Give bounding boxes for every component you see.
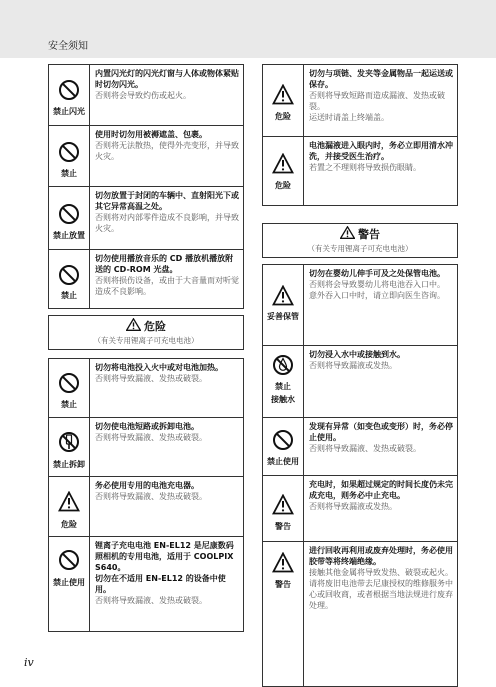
warning-text: 务必使用专用的电池充电器。 bbox=[95, 481, 199, 490]
prohibited-icon bbox=[58, 203, 80, 225]
consequence-text: 否则将导致短路而造成漏液、发热或破裂。 bbox=[309, 91, 445, 111]
warning-text: 切勿浸入水中或接触到水。 bbox=[309, 350, 405, 359]
icon-label: 警告 bbox=[275, 522, 291, 531]
table-row bbox=[49, 359, 243, 417]
consequence-text: 否则将损伤设备，或由于大音量而对听觉造成不良影响。 bbox=[95, 276, 239, 296]
icon-label: 危险 bbox=[275, 112, 291, 121]
warning-triangle-icon bbox=[272, 153, 294, 175]
warning-text: 切勿与项链、发夹等金属物品一起运送或保存。 bbox=[309, 69, 453, 89]
icon-label: 危险 bbox=[61, 520, 77, 529]
page-number: iv bbox=[24, 656, 34, 669]
consequence-text: 否则将导致漏液、发热或破裂。 bbox=[309, 444, 421, 453]
icon-label-2: 接触水 bbox=[271, 395, 295, 404]
table-row bbox=[49, 417, 243, 477]
page-header-title: 安全须知 bbox=[48, 41, 88, 52]
warning-text: 切勿使电池短路或拆卸电池。 bbox=[95, 422, 199, 431]
icon-label: 禁止使用 bbox=[267, 457, 299, 466]
warning-text: 进行回收再利用或废弃处理时，务必使用胶带等将终端绝缘。 bbox=[309, 546, 453, 566]
icon-label: 禁止拆卸 bbox=[53, 460, 85, 469]
no-disassembly-icon bbox=[58, 431, 80, 453]
icon-label: 禁止闪光 bbox=[53, 107, 85, 116]
warning-triangle-icon bbox=[58, 491, 80, 513]
danger-title: 危险 bbox=[144, 320, 166, 333]
consequence-text: 若置之不理则将导致损伤眼睛。 bbox=[309, 163, 421, 172]
icon-label: 禁止使用 bbox=[53, 578, 85, 587]
consequence-text: 否则将会导致婴幼儿将电池吞入口中。 bbox=[309, 280, 445, 289]
warning-triangle-icon bbox=[126, 318, 141, 331]
prohibited-icon bbox=[58, 79, 80, 101]
icon-label: 禁止 bbox=[61, 400, 77, 409]
warning-triangle-icon bbox=[272, 84, 294, 106]
left-battery-table bbox=[48, 358, 244, 632]
warning-triangle-icon bbox=[340, 226, 355, 239]
warning-text: 电池漏液进入眼内时，务必立即用清水冲洗，并接受医生治疗。 bbox=[309, 141, 453, 161]
icon-label: 危险 bbox=[275, 181, 291, 190]
prohibited-icon bbox=[272, 429, 294, 451]
prohibited-icon bbox=[58, 141, 80, 163]
prohibited-icon bbox=[58, 264, 80, 286]
icon-label: 禁止 bbox=[61, 291, 77, 300]
consequence-text: 否则将导致漏液、发热或破裂。 bbox=[95, 433, 207, 442]
icon-label: 警告 bbox=[275, 580, 291, 589]
consequence-text: 否则将导致漏液或发热。 bbox=[309, 361, 397, 370]
warning-text: 切勿使用播放音乐的 CD 播放机播放附送的 CD-ROM 光盘。 bbox=[95, 254, 234, 274]
consequence-text: 否则将导致漏液或发热。 bbox=[309, 502, 397, 511]
table-row bbox=[49, 536, 243, 632]
warning-text-2: 切勿在不适用 EN-EL12 的设备中使用。 bbox=[95, 574, 226, 594]
table-row bbox=[263, 475, 457, 542]
table-row bbox=[263, 541, 457, 687]
icon-label: 妥善保管 bbox=[267, 312, 299, 321]
right-danger-table bbox=[262, 64, 458, 206]
warning-subtitle: （有关专用锂离子可充电电池） bbox=[307, 244, 413, 253]
table-row bbox=[49, 186, 243, 250]
table-row bbox=[263, 265, 457, 345]
warning-triangle-icon bbox=[272, 285, 294, 307]
warning-heading-box bbox=[262, 223, 458, 258]
icon-label: 禁止 bbox=[61, 169, 77, 178]
consequence-text: 否则将导致漏液、发热或破裂。 bbox=[95, 596, 207, 605]
consequence-text-2: 意外吞入口中时，请立即向医生咨询。 bbox=[309, 291, 445, 300]
warning-text: 发现有异常（如变色或变形）时，务必停止使用。 bbox=[309, 422, 453, 442]
warning-triangle-icon bbox=[272, 552, 294, 574]
warning-text: 切勿在婴幼儿伸手可及之处保管电池。 bbox=[309, 269, 445, 278]
consequence-text: 否则将无法散热，使得外壳变形，并导致火灾。 bbox=[95, 141, 239, 161]
icon-label: 禁止放置 bbox=[53, 231, 85, 240]
table-row bbox=[49, 65, 243, 125]
warning-text: 锂离子充电电池 EN-EL12 是尼康数码照相机的专用电池，适用于 COOLPIX S640。 bbox=[95, 541, 234, 572]
table-row bbox=[263, 136, 457, 206]
prohibited-icon bbox=[58, 372, 80, 394]
right-battery-table bbox=[262, 264, 458, 687]
consequence-text: 否则将导致漏液、发热或破裂。 bbox=[95, 374, 207, 383]
danger-subtitle: （有关专用锂离子可充电电池） bbox=[93, 336, 199, 345]
table-row bbox=[49, 125, 243, 187]
table-row bbox=[263, 65, 457, 136]
consequence-text-2: 请将废旧电池带去尼康授权的维修服务中心或回收商，或者根据当地法规进行废弃处理。 bbox=[309, 579, 453, 610]
warning-title: 警告 bbox=[358, 228, 380, 241]
table-row bbox=[49, 476, 243, 537]
prohibited-icon bbox=[58, 549, 80, 571]
consequence-text: 否则将对内部零件造成不良影响，并导致火灾。 bbox=[95, 213, 239, 233]
danger-heading-box bbox=[48, 315, 244, 350]
consequence-text: 否则将导致漏液、发热或破裂。 bbox=[95, 492, 207, 501]
table-row bbox=[263, 417, 457, 476]
no-water-icon bbox=[272, 354, 294, 376]
warning-text: 充电时，如果超过规定的时间长度仍未完成充电，则务必中止充电。 bbox=[309, 480, 453, 500]
table-row bbox=[263, 345, 457, 418]
warning-text: 切勿将电池投入火中或对电池加热。 bbox=[95, 363, 223, 372]
consequence-text: 否则将会导致灼伤或起火。 bbox=[95, 91, 191, 100]
warning-triangle-icon bbox=[272, 494, 294, 516]
warning-text: 内置闪光灯的闪光灯窗与人体或物体紧贴时切勿闪光。 bbox=[95, 69, 239, 89]
left-warning-table bbox=[48, 64, 244, 309]
warning-text: 切勿放置于封闭的车辆中、直射阳光下或其它异常高温之处。 bbox=[95, 191, 239, 211]
consequence-text-2: 运送时请盖上终端盖。 bbox=[309, 113, 389, 122]
icon-label: 禁止 bbox=[275, 382, 291, 391]
table-row bbox=[49, 249, 243, 309]
warning-text: 使用时切勿用被褥遮盖、包裹。 bbox=[95, 130, 207, 139]
consequence-text: 接触其他金属将导致发热、破裂或起火。 bbox=[309, 568, 453, 577]
